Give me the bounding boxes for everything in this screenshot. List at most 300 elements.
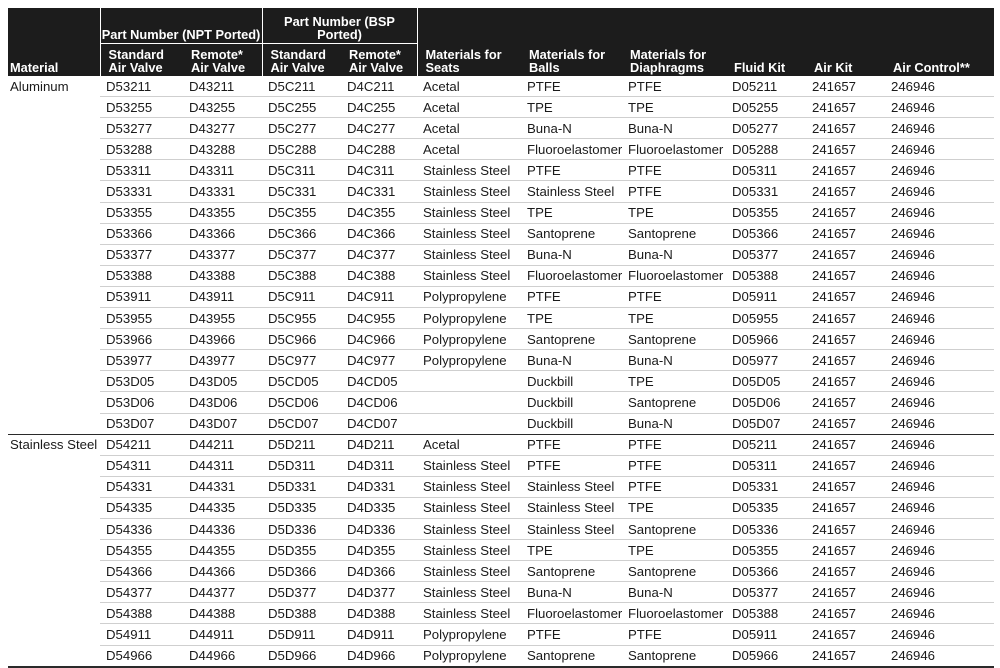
cell-npt-remote: D44366	[183, 561, 262, 582]
cell-npt-standard: D53D07	[100, 413, 183, 434]
cell-balls: Fluoroelastomer	[521, 139, 622, 160]
cell-air-control: 246946	[885, 476, 994, 497]
cell-seats: Stainless Steel	[417, 160, 521, 181]
cell-npt-remote: D44911	[183, 624, 262, 645]
cell-seats: Stainless Steel	[417, 540, 521, 561]
cell-npt-standard: D54377	[100, 582, 183, 603]
cell-fluid-kit: D05255	[726, 97, 806, 118]
cell-fluid-kit: D05366	[726, 561, 806, 582]
cell-balls: TPE	[521, 202, 622, 223]
cell-diaphragms: Fluoroelastomer	[622, 603, 726, 624]
material-cell	[8, 624, 100, 645]
cell-npt-remote: D43366	[183, 223, 262, 244]
cell-diaphragms: PTFE	[622, 160, 726, 181]
cell-air-control: 246946	[885, 244, 994, 265]
material-cell	[8, 561, 100, 582]
cell-npt-remote: D43D07	[183, 413, 262, 434]
cell-bsp-standard: D5D355	[262, 540, 341, 561]
cell-seats: Stainless Steel	[417, 223, 521, 244]
cell-seats: Polypropylene	[417, 350, 521, 371]
table-row	[8, 265, 994, 286]
cell-npt-standard: D53377	[100, 244, 183, 265]
cell-air-control: 246946	[885, 265, 994, 286]
cell-bsp-remote: D4D366	[341, 561, 417, 582]
cell-npt-standard: D53211	[106, 78, 152, 94]
cell-fluid-kit: D05D05	[726, 371, 806, 392]
cell-fluid-kit: D05331	[726, 476, 806, 497]
cell-bsp-remote: D4D377	[341, 582, 417, 603]
cell-bsp-standard: D5D335	[262, 497, 341, 518]
material-cell	[8, 181, 100, 202]
cell-npt-standard: D53966	[100, 329, 183, 350]
cell-fluid-kit: D05335	[726, 497, 806, 518]
cell-seats: Acetal	[417, 97, 521, 118]
material-cell	[8, 582, 100, 603]
cell-balls: Buna-N	[521, 582, 622, 603]
material-cell	[8, 518, 100, 539]
cell-bsp-standard: D5C366	[262, 223, 341, 244]
cell-diaphragms: Santoprene	[622, 392, 726, 413]
table-row	[8, 371, 994, 392]
cell-air-kit: 241657	[806, 244, 885, 265]
cell-balls: Santoprene	[521, 329, 622, 350]
cell-air-kit: 241657	[806, 181, 885, 202]
cell-npt-standard: D54211	[100, 434, 183, 455]
header-npt-remote: Remote* Air Valve	[183, 44, 262, 77]
cell-air-control: 246946	[885, 139, 994, 160]
cell-bsp-remote: D4C211	[347, 78, 395, 94]
cell-seats	[417, 392, 521, 413]
cell-seats: Stainless Steel	[417, 561, 521, 582]
cell-seats: Stainless Steel	[417, 476, 521, 497]
cell-fluid-kit: D05331	[726, 181, 806, 202]
cell-balls: TPE	[521, 540, 622, 561]
cell-npt-remote: D43277	[183, 118, 262, 139]
cell-air-control: 246946	[885, 329, 994, 350]
cell-diaphragms: PTFE	[622, 476, 726, 497]
cell-fluid-kit: D05211	[726, 434, 806, 455]
cell-seats: Stainless Steel	[417, 265, 521, 286]
cell-seats: Stainless Steel	[417, 455, 521, 476]
cell-air-kit: 241657	[806, 624, 885, 645]
cell-fluid-kit: D05911	[726, 624, 806, 645]
table-header	[8, 8, 994, 76]
cell-npt-standard: D54336	[100, 518, 183, 539]
cell-diaphragms: TPE	[622, 371, 726, 392]
cell-seats: Acetal	[417, 139, 521, 160]
cell-npt-standard: D54366	[100, 561, 183, 582]
cell-npt-standard: D53277	[100, 118, 183, 139]
cell-bsp-remote: D4C277	[341, 118, 417, 139]
cell-air-kit: 241657	[806, 118, 885, 139]
cell-fluid-kit: D05377	[726, 582, 806, 603]
material-cell	[8, 286, 100, 307]
cell-balls: Fluoroelastomer	[521, 265, 622, 286]
table-row	[8, 308, 994, 329]
cell-seats: Polypropylene	[417, 308, 521, 329]
cell-npt-standard: D54335	[100, 497, 183, 518]
table-row	[8, 286, 994, 307]
cell-diaphragms: Buna-N	[622, 413, 726, 434]
cell-diaphragms: TPE	[622, 308, 726, 329]
header-balls: Materials for Balls	[521, 8, 622, 76]
cell-balls: PTFE	[527, 78, 561, 94]
cell-bsp-standard: D5D331	[262, 476, 341, 497]
cell-bsp-remote: D4C255	[341, 97, 417, 118]
cell-diaphragms: PTFE	[628, 78, 662, 94]
cell-seats: Polypropylene	[417, 645, 521, 667]
cell-balls: PTFE	[521, 286, 622, 307]
table-row	[8, 160, 994, 181]
cell-bsp-remote: D4D335	[341, 497, 417, 518]
cell-bsp-remote: D4C331	[341, 181, 417, 202]
cell-balls: PTFE	[521, 160, 622, 181]
cell-npt-remote: D44355	[183, 540, 262, 561]
material-cell	[8, 645, 100, 667]
material-cell	[8, 413, 100, 434]
cell-air-control: 246946	[885, 118, 994, 139]
cell-fluid-kit: D05311	[726, 160, 806, 181]
header-material: Material	[8, 8, 100, 76]
cell-npt-standard: D54388	[100, 603, 183, 624]
header-npt-group: Part Number (NPT Ported)	[100, 8, 262, 44]
header-air-kit: Air Kit	[806, 8, 885, 76]
cell-bsp-standard: D5D966	[262, 645, 341, 667]
cell-npt-remote: D43D05	[183, 371, 262, 392]
cell-npt-remote: D44377	[183, 582, 262, 603]
cell-npt-standard: D53366	[100, 223, 183, 244]
cell-diaphragms: PTFE	[622, 455, 726, 476]
cell-npt-standard: D53255	[100, 97, 183, 118]
cell-bsp-standard: D5D336	[262, 518, 341, 539]
table-row	[8, 118, 994, 139]
cell-npt-standard: D54966	[100, 645, 183, 667]
cell-npt-remote: D43288	[183, 139, 262, 160]
table-row	[8, 540, 994, 561]
cell-balls: Santoprene	[521, 223, 622, 244]
cell-npt-remote: D44388	[183, 603, 262, 624]
cell-balls: PTFE	[521, 624, 622, 645]
cell-balls: Stainless Steel	[521, 518, 622, 539]
cell-air-kit: 241657	[806, 645, 885, 667]
cell-fluid-kit: D05D06	[726, 392, 806, 413]
material-cell	[8, 350, 100, 371]
cell-seats: Stainless Steel	[417, 202, 521, 223]
cell-npt-remote: D43966	[183, 329, 262, 350]
parts-table-container	[8, 8, 994, 668]
cell-npt-remote: D43311	[183, 160, 262, 181]
cell-npt-remote: D44335	[183, 497, 262, 518]
cell-air-kit: 241657	[806, 308, 885, 329]
table-row	[8, 624, 994, 645]
cell-npt-remote: D43255	[183, 97, 262, 118]
cell-seats: Acetal	[423, 78, 460, 94]
cell-seats	[417, 371, 521, 392]
cell-npt-standard: D53331	[100, 181, 183, 202]
table-row	[8, 518, 994, 539]
cell-bsp-standard: D5C288	[262, 139, 341, 160]
cell-air-kit: 241657	[806, 139, 885, 160]
cell-bsp-remote: D4CD06	[341, 392, 417, 413]
cell-fluid-kit: D05388	[726, 265, 806, 286]
cell-seats	[417, 413, 521, 434]
cell-npt-standard: D53977	[100, 350, 183, 371]
cell-air-kit: 241657	[806, 202, 885, 223]
cell-bsp-remote: D4D355	[341, 540, 417, 561]
cell-air-control: 246946	[885, 624, 994, 645]
cell-air-control: 246946	[885, 286, 994, 307]
cell-air-control: 246946	[885, 371, 994, 392]
cell-seats: Stainless Steel	[417, 497, 521, 518]
cell-diaphragms: Buna-N	[622, 244, 726, 265]
cell-diaphragms: Fluoroelastomer	[622, 265, 726, 286]
cell-npt-remote: D44966	[183, 645, 262, 667]
cell-bsp-standard: D5D311	[262, 455, 341, 476]
cell-npt-standard: D53388	[100, 265, 183, 286]
cell-bsp-standard: D5D211	[262, 434, 341, 455]
cell-fluid-kit: D05355	[726, 540, 806, 561]
cell-diaphragms: Santoprene	[622, 223, 726, 244]
cell-bsp-remote: D4C355	[341, 202, 417, 223]
cell-fluid-kit: D05911	[726, 286, 806, 307]
cell-air-control: 246946	[885, 582, 994, 603]
cell-balls: Duckbill	[521, 413, 622, 434]
cell-bsp-standard: D5D366	[262, 561, 341, 582]
cell-npt-standard: D54311	[100, 455, 183, 476]
parts-table	[8, 8, 994, 668]
header-bsp-standard: Standard Air Valve	[262, 44, 341, 77]
header-bsp-group: Part Number (BSP Ported)	[262, 8, 417, 44]
material-cell	[8, 329, 100, 350]
cell-fluid-kit: D05955	[726, 308, 806, 329]
cell-balls: TPE	[521, 308, 622, 329]
cell-fluid-kit: D05311	[726, 455, 806, 476]
cell-fluid-kit: D05388	[726, 603, 806, 624]
cell-bsp-standard: D5D377	[262, 582, 341, 603]
cell-fluid-kit: D05277	[726, 118, 806, 139]
cell-npt-remote: D44211	[183, 434, 262, 455]
cell-npt-remote: D44336	[183, 518, 262, 539]
cell-air-kit: 241657	[806, 223, 885, 244]
cell-bsp-standard: D5C211	[268, 78, 316, 94]
material-cell	[8, 540, 100, 561]
cell-air-kit: 241657	[806, 329, 885, 350]
cell-bsp-remote: D4D388	[341, 603, 417, 624]
cell-npt-remote: D43377	[183, 244, 262, 265]
cell-bsp-standard: D5CD05	[262, 371, 341, 392]
cell-bsp-remote: D4C366	[341, 223, 417, 244]
cell-diaphragms: PTFE	[622, 434, 726, 455]
cell-diaphragms: Santoprene	[622, 645, 726, 667]
cell-air-kit: 241657	[806, 603, 885, 624]
header-seats: Materials for Seats	[417, 8, 521, 76]
cell-air-control: 246946	[885, 413, 994, 434]
cell-air-control: 246946	[891, 78, 936, 94]
cell-bsp-remote: D4D966	[341, 645, 417, 667]
cell-bsp-remote: D4C311	[341, 160, 417, 181]
cell-air-control: 246946	[885, 97, 994, 118]
cell-fluid-kit: D05288	[726, 139, 806, 160]
cell-balls: PTFE	[521, 455, 622, 476]
cell-seats: Polypropylene	[417, 624, 521, 645]
cell-air-kit: 241657	[806, 413, 885, 434]
cell-bsp-standard: D5CD07	[262, 413, 341, 434]
material-cell	[8, 392, 100, 413]
cell-balls: Buna-N	[521, 118, 622, 139]
cell-bsp-standard: D5D388	[262, 603, 341, 624]
cell-bsp-remote: D4C977	[341, 350, 417, 371]
cell-diaphragms: TPE	[622, 497, 726, 518]
header-diaphragms: Materials for Diaphragms	[622, 8, 726, 76]
cell-diaphragms: Santoprene	[622, 329, 726, 350]
cell-npt-standard: D53D05	[100, 371, 183, 392]
cell-seats: Stainless Steel	[417, 582, 521, 603]
cell-npt-standard: D53911	[100, 286, 183, 307]
cell-air-control: 246946	[885, 645, 994, 667]
cell-npt-standard: D54911	[100, 624, 183, 645]
cell-bsp-standard: D5C277	[262, 118, 341, 139]
cell-diaphragms: Santoprene	[622, 518, 726, 539]
cell-diaphragms: Buna-N	[622, 582, 726, 603]
cell-fluid-kit: D05966	[726, 645, 806, 667]
cell-air-kit: 241657	[806, 455, 885, 476]
cell-seats: Stainless Steel	[417, 518, 521, 539]
cell-fluid-kit: D05336	[726, 518, 806, 539]
table-body	[8, 76, 994, 667]
cell-fluid-kit: D05377	[726, 244, 806, 265]
cell-air-kit: 241657	[806, 160, 885, 181]
header-bsp-remote: Remote* Air Valve	[341, 44, 417, 77]
cell-bsp-standard: D5C377	[262, 244, 341, 265]
cell-air-kit: 241657	[806, 265, 885, 286]
material-cell	[8, 97, 100, 118]
cell-npt-standard: D54355	[100, 540, 183, 561]
cell-seats: Stainless Steel	[417, 603, 521, 624]
cell-bsp-standard: D5C977	[262, 350, 341, 371]
cell-bsp-standard: D5C255	[262, 97, 341, 118]
cell-air-control: 246946	[885, 223, 994, 244]
table-row	[8, 582, 994, 603]
cell-seats: Stainless Steel	[417, 244, 521, 265]
table-row	[8, 139, 994, 160]
material-cell: Stainless Steel	[8, 434, 100, 455]
cell-balls: Buna-N	[521, 244, 622, 265]
cell-air-kit: 241657	[806, 392, 885, 413]
material-cell	[8, 308, 100, 329]
table-row	[8, 476, 994, 497]
cell-balls: Stainless Steel	[521, 476, 622, 497]
table-row	[8, 497, 994, 518]
cell-npt-standard: D53311	[100, 160, 183, 181]
cell-npt-standard: D53355	[100, 202, 183, 223]
cell-seats: Acetal	[417, 118, 521, 139]
cell-balls: Santoprene	[521, 561, 622, 582]
cell-bsp-remote: D4D311	[341, 455, 417, 476]
cell-air-control: 246946	[885, 181, 994, 202]
cell-air-kit: 241657	[806, 434, 885, 455]
cell-diaphragms: PTFE	[622, 286, 726, 307]
material-cell	[8, 476, 100, 497]
cell-bsp-remote: D4D336	[341, 518, 417, 539]
cell-npt-remote: D43211	[189, 78, 235, 94]
table-row	[8, 645, 994, 667]
cell-npt-standard: D54331	[100, 476, 183, 497]
cell-fluid-kit: D05977	[726, 350, 806, 371]
material-cell	[8, 223, 100, 244]
table-row	[8, 97, 994, 118]
cell-bsp-remote: D4D331	[341, 476, 417, 497]
cell-fluid-kit: D05355	[726, 202, 806, 223]
cell-air-kit: 241657	[806, 561, 885, 582]
cell-diaphragms: PTFE	[622, 181, 726, 202]
cell-bsp-remote: D4CD05	[341, 371, 417, 392]
material-cell	[8, 244, 100, 265]
cell-fluid-kit: D05966	[726, 329, 806, 350]
material-cell	[8, 118, 100, 139]
cell-air-kit: 241657	[806, 371, 885, 392]
cell-npt-remote: D44331	[183, 476, 262, 497]
cell-bsp-remote: D4C911	[341, 286, 417, 307]
cell-bsp-remote: D4C388	[341, 265, 417, 286]
cell-air-kit: 241657	[806, 582, 885, 603]
table-row	[8, 202, 994, 223]
cell-bsp-standard: D5C955	[262, 308, 341, 329]
cell-npt-remote: D43331	[183, 181, 262, 202]
cell-air-control: 246946	[885, 350, 994, 371]
cell-seats: Stainless Steel	[417, 181, 521, 202]
cell-bsp-standard: D5C311	[262, 160, 341, 181]
cell-air-control: 246946	[885, 497, 994, 518]
cell-air-control: 246946	[885, 603, 994, 624]
cell-npt-remote: D43355	[183, 202, 262, 223]
cell-seats: Polypropylene	[417, 329, 521, 350]
cell-air-control: 246946	[885, 392, 994, 413]
cell-air-kit: 241657	[806, 497, 885, 518]
cell-air-control: 246946	[885, 160, 994, 181]
header-air-control: Air Control**	[885, 8, 994, 76]
table-row	[8, 392, 994, 413]
cell-air-kit: 241657	[812, 78, 857, 94]
cell-diaphragms: TPE	[622, 540, 726, 561]
table-row	[8, 455, 994, 476]
cell-air-kit: 241657	[806, 350, 885, 371]
cell-diaphragms: PTFE	[622, 624, 726, 645]
cell-balls: TPE	[521, 97, 622, 118]
cell-balls: Duckbill	[521, 392, 622, 413]
cell-fluid-kit: D05366	[726, 223, 806, 244]
cell-npt-remote: D43977	[183, 350, 262, 371]
cell-npt-remote: D43D06	[183, 392, 262, 413]
cell-bsp-standard: D5C331	[262, 181, 341, 202]
cell-air-control: 246946	[885, 540, 994, 561]
table-row	[8, 561, 994, 582]
cell-npt-remote: D43955	[183, 308, 262, 329]
table-row	[8, 223, 994, 244]
cell-npt-standard: D53955	[100, 308, 183, 329]
cell-npt-remote: D44311	[183, 455, 262, 476]
cell-air-control: 246946	[885, 202, 994, 223]
cell-npt-remote: D43388	[183, 265, 262, 286]
material-cell	[8, 139, 100, 160]
cell-balls: Fluoroelastomer	[521, 603, 622, 624]
table-row	[8, 244, 994, 265]
cell-air-control: 246946	[885, 518, 994, 539]
cell-balls: Duckbill	[521, 371, 622, 392]
table-row	[8, 329, 994, 350]
material-cell	[8, 160, 100, 181]
cell-air-control: 246946	[885, 308, 994, 329]
table-row	[8, 350, 994, 371]
